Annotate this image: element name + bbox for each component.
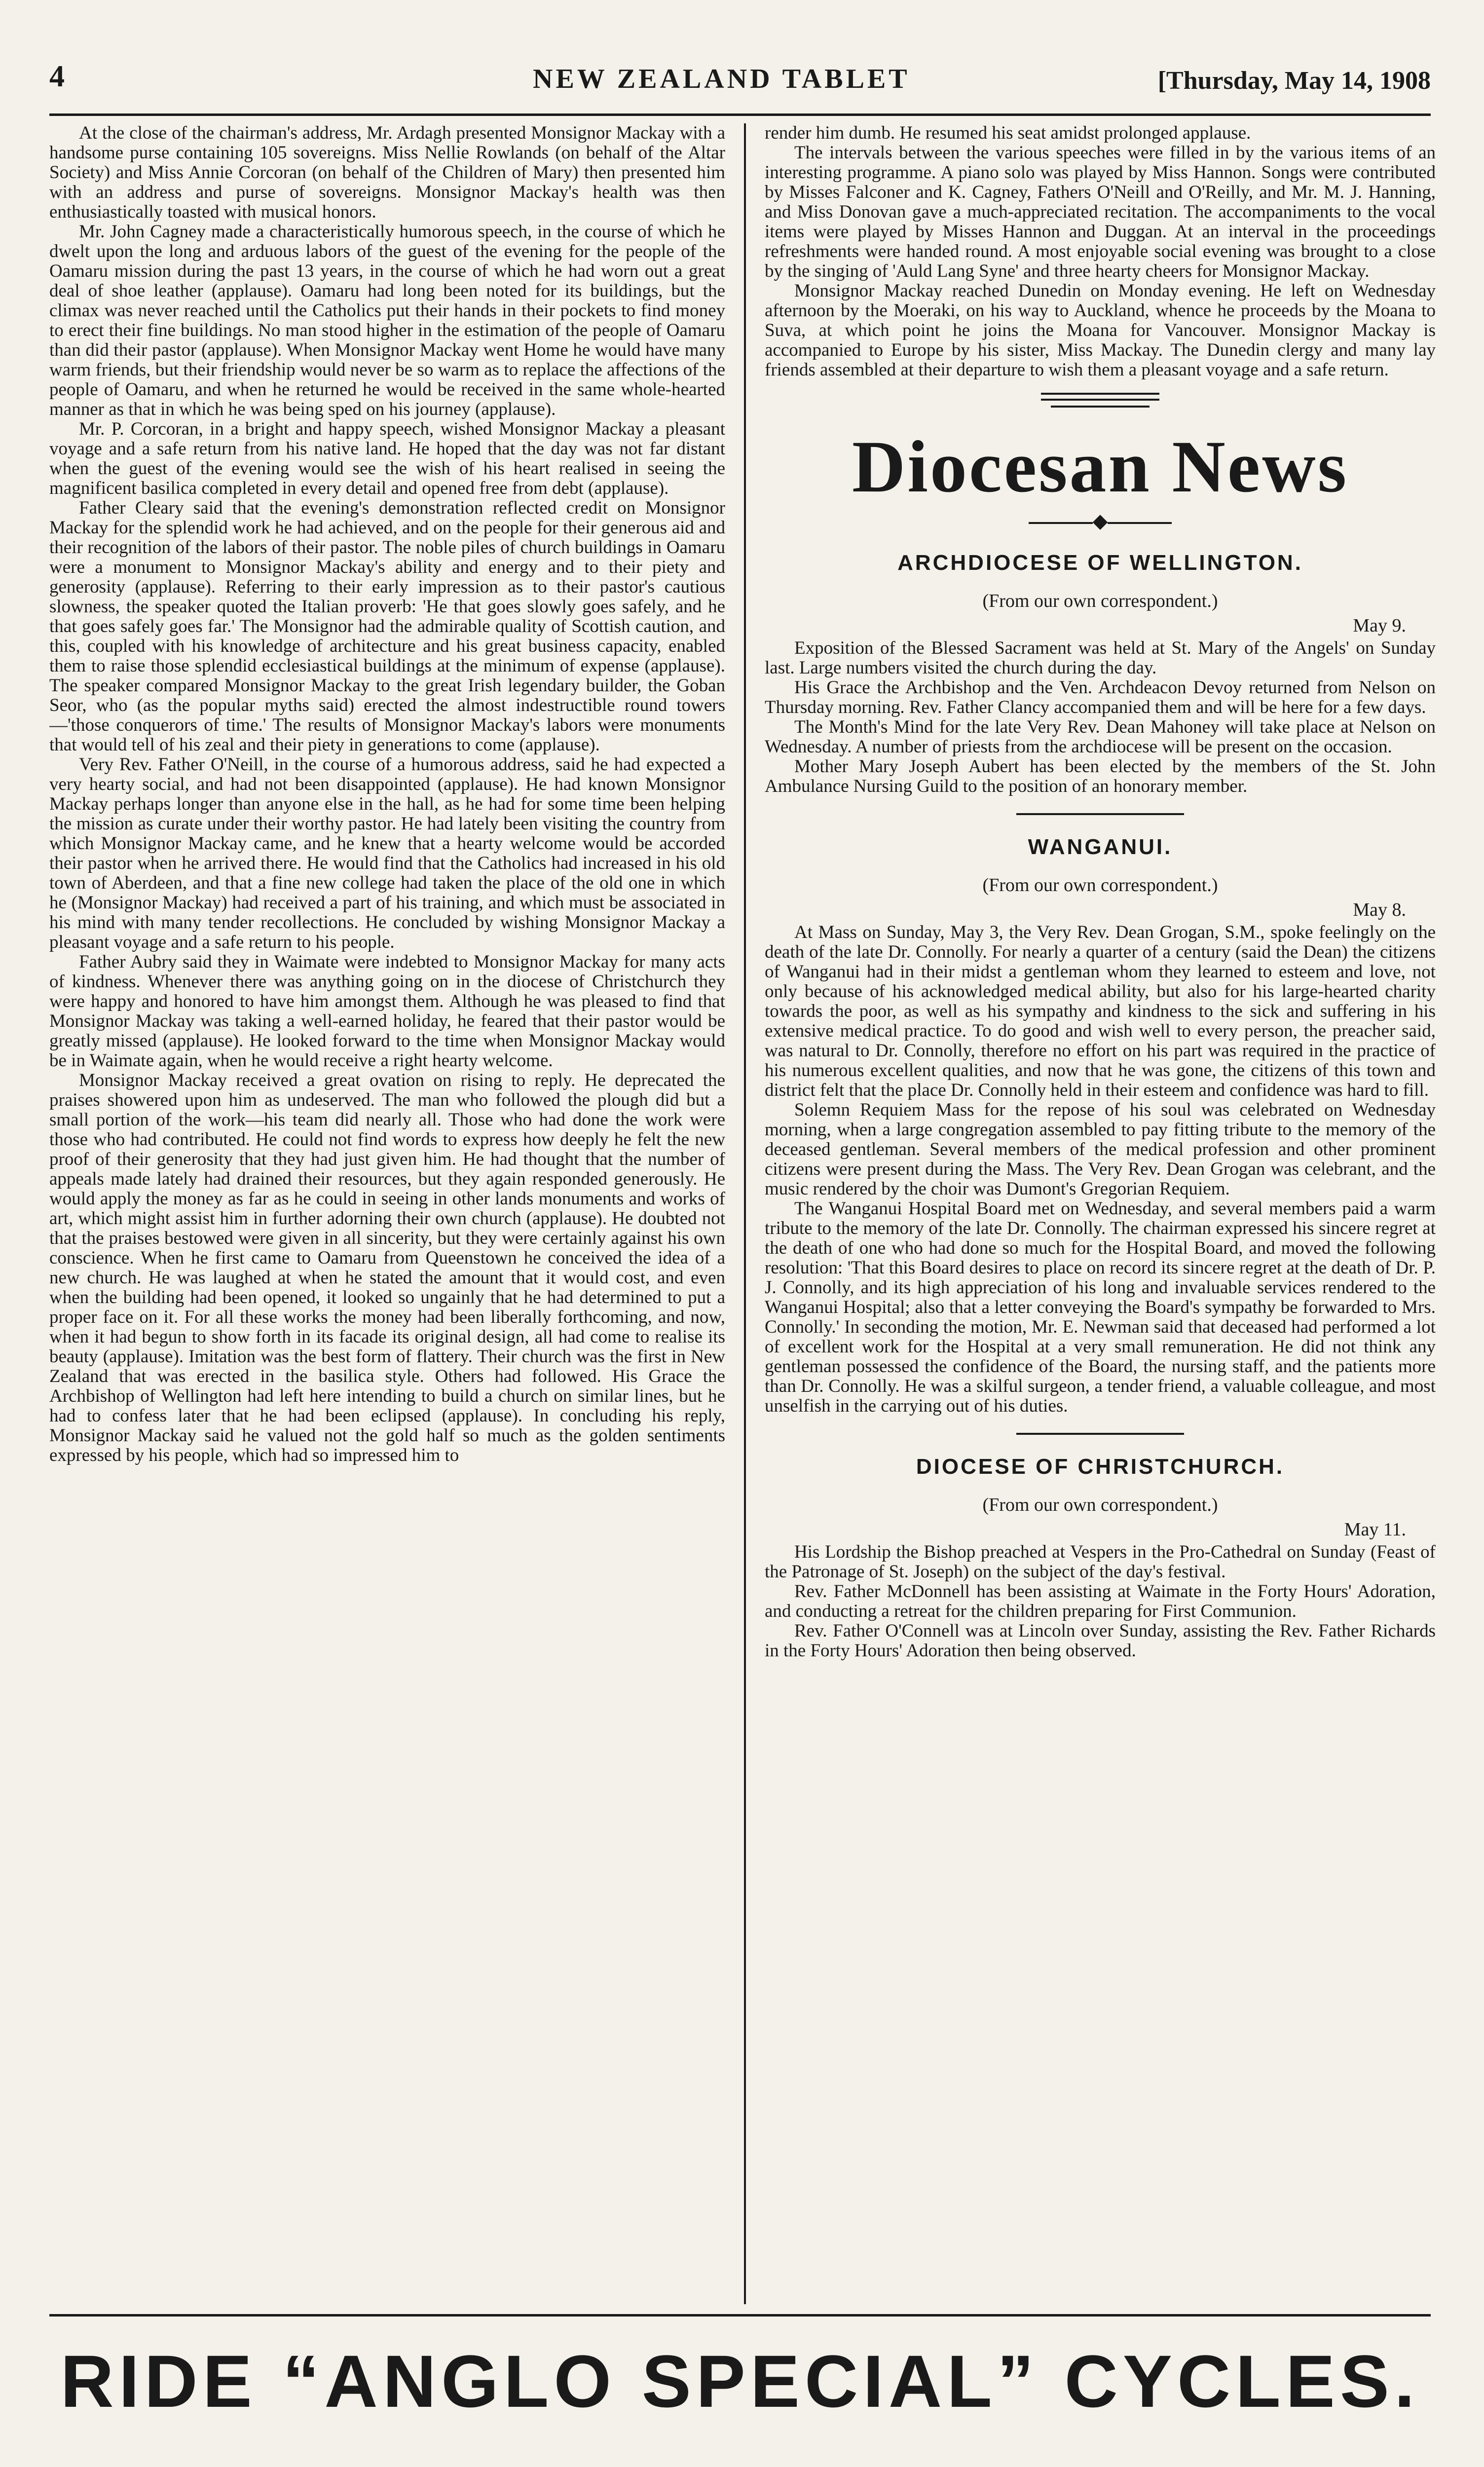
article-paragraph: The Month's Mind for the late Very Rev. Dean Mahoney will take place at Nelson on Wednesday. A number of priests from the archdiocese will be present on the occasion. xyxy=(765,717,1436,757)
column-divider xyxy=(744,123,746,2304)
section-heading: ARCHDIOCESE OF WELLINGTON. xyxy=(897,551,1303,575)
page-header xyxy=(49,59,1431,116)
article-paragraph: At the close of the chairman's address, Mr. Ardagh presented Monsignor Mackay with a handsome purse containing 105 sovereigns. Miss Nellie Rowlands (on behalf of the Altar Society) and Miss Annie Corcoran (on behalf of the Children of Mary) then presented him with an address and purse of sovereigns. Monsignor Mackay's health was then enthusiastically toasted with musical honors. xyxy=(49,123,725,222)
section-heading: DIOCESE OF CHRISTCHURCH. xyxy=(916,1455,1285,1479)
report-date: May 9. xyxy=(1353,615,1406,636)
article-paragraph: Father Cleary said that the evening's demonstration reflected credit on Monsignor Mackay for the splendid work he had achieved, and on the people for their generous aid and their recognition of the labors of their pastor. The noble piles of church buildings in Oamaru were a monument to Monsignor Mackay's ability and energy and to their piety and generosity (applause). Referring to their early impression as to their pastor's cautious slowness, the speaker quoted the Italian proverb: 'He that goes slowly goes safely, and he that goes safely goes far.' The Monsignor had the admirable quality of Scottish caution, and this, coupled with his knowledge of architecture and his great business capacity, enabled them to raise those splendid ecclesiastical buildings at the minimum of expense (applause). The speaker compared Monsignor Mackay to the great Irish legendary builder, the Goban Seor, who (as the popular myths said) erected the almost indestructible round towers—'those conquerors of time.' The results of Monsignor Mackay's labors were monuments that would tell of his zeal and their piety in generations to come (applause). xyxy=(49,498,725,755)
dateline: [Thursday, May 14, 1908 xyxy=(1157,67,1431,95)
article-paragraph: Mr. John Cagney made a characteristically humorous speech, in the course of which he dwelt upon the long and arduous labors of the guest of the evening for the people of the Oamaru mission during the past 13 years, in the course of which he had worn out a great deal of shoe leather (applause). Oamaru had long been noted for its buildings, but the climax was never reached until the Catholics put their hands in their pockets to find money to erect their fine buildings. No man stood higher in the estimation of the people of Oamaru than did their pastor (applause). When Monsignor Mackay went Home he would have many warm friends, but their friendship would never be so warm as to replace the affections of the people of Oamaru, and when he returned he would be received in the same whole-hearted manner as that in which he was being sped on his journey (applause). xyxy=(49,222,725,419)
ornament-rule xyxy=(765,511,1436,531)
correspondent-line: (From our own correspondent.) xyxy=(982,875,1218,896)
article-paragraph: Mr. P. Corcoran, in a bright and happy speech, wished Monsignor Mackay a pleasant voyage and a safe return from his native land. He hoped that the day was not far distant when the guest of the evening would see the wish of his heart realised in seeing the magnificent basilica completed in every detail and opened free from debt (applause). xyxy=(49,419,725,498)
section-divider xyxy=(1041,393,1159,401)
section-heading: WANGANUI. xyxy=(1028,835,1173,859)
footer-rule xyxy=(49,2314,1431,2317)
article-paragraph: render him dumb. He resumed his seat amidst prolonged applause. xyxy=(765,123,1251,143)
article-paragraph: Rev. Father O'Connell was at Lincoln over Sunday, assisting the Rev. Father Richards in the Forty Hours' Adoration then being observed. xyxy=(765,1621,1436,1661)
page-number: 4 xyxy=(49,60,65,93)
report-date: May 11. xyxy=(1344,1519,1406,1540)
footer-advertisement: RIDE “ANGLO SPECIAL” CYCLES. xyxy=(60,2340,1420,2423)
section-divider xyxy=(1016,1433,1184,1435)
diocesan-news-title: Diocesan News xyxy=(852,426,1349,508)
article-paragraph: Father Aubry said they in Waimate were indebted to Monsignor Mackay for many acts of kindness. Whenever there was anything going on in the diocese of Christchurch they were happy and honored to have him amongst them. Although he was pleased to find that Monsignor Mackay was taking a well-earned holiday, he feared that their pastor would be greatly missed (applause). He looked forward to the time when Monsignor Mackay would be in Waimate again, when he would receive a right hearty welcome. xyxy=(49,952,725,1071)
correspondent-line: (From our own correspondent.) xyxy=(982,1495,1218,1515)
section-divider xyxy=(1016,813,1184,815)
correspondent-line: (From our own correspondent.) xyxy=(982,591,1218,611)
masthead: NEW ZEALAND TABLET xyxy=(533,64,910,94)
diamond-icon: ◆ xyxy=(1092,510,1108,532)
right-column xyxy=(765,123,1436,2304)
article-paragraph: His Grace the Archbishop and the Ven. Archdeacon Devoy returned from Nelson on Thursday morning. Rev. Father Clancy accompanied them and will be here for a few days. xyxy=(765,677,1436,717)
article-paragraph: Monsignor Mackay reached Dunedin on Monday evening. He left on Wednesday afternoon by the Moeraki, on his way to Auckland, whence he proceeds by the Moana to Suva, at which point he joins the Moana for Vancouver. Monsignor Mackay is accompanied to Europe by his sister, Miss Mackay. The Dunedin clergy and many lay friends assembled at their departure to wish them a pleasant voyage and a safe return. xyxy=(765,281,1436,380)
article-paragraph: Exposition of the Blessed Sacrament was held at St. Mary of the Angels' on Sunday last. Large numbers visited the church during the day. xyxy=(765,638,1436,678)
article-paragraph: Monsignor Mackay received a great ovation on rising to reply. He deprecated the praises showered upon him as undeserved. The man who followed the plough did but a small portion of the work—his team did nearly all. Those who had done the work were those who had contributed. He could not find words to express how deeply he felt the new proof of their generosity that they had just given him. He had thought that the number of appeals made lately had drained their resources, but they again responded generously. He would apply the money as far as he could in seeing in other lands monuments and works of art, which might assist him in further adorning their own church (applause). He doubted not that the praises bestowed were given in all sincerity, but they were certainly against his own conscience. When he first came to Oamaru from Queenstown he conceived the idea of a new church. He was laughed at when he stated the amount that it would cost, and even when the building had been opened, it looked so ungainly that he had determined to put a proper face on it. For all these works the money had been liberally forthcoming, and now, when it had begun to show forth in its facade its original design, all had come to realise its beauty (applause). Imitation was the best form of flattery. Their church was the first in New Zealand that was erected in the basilica style. Others had followed. His Grace the Archbishop of Wellington had left here intending to build a church on similar lines, but he had to confess later that he had been eclipsed (applause). In concluding his reply, Monsignor Mackay said he valued not the gold half so much as the golden sentiments expressed by his people, which had so impressed him to xyxy=(49,1070,725,1465)
article-paragraph: His Lordship the Bishop preached at Vespers in the Pro-Cathedral on Sunday (Feast of the Patronage of St. Joseph) on the subject of the day's festival. xyxy=(765,1542,1436,1582)
section-divider xyxy=(1051,406,1150,408)
report-date: May 8. xyxy=(1353,899,1406,920)
article-paragraph: The intervals between the various speeches were filled in by the various items of an interesting programme. A piano solo was played by Miss Hannon. Songs were contributed by Misses Falconer and K. Cagney, Fathers O'Neill and O'Reilly, and Mr. M. J. Hanning, and Miss Donovan gave a much-appreciated recitation. The accompaniments to the vocal items were played by Misses Hannon and Duggan. At an interval in the proceedings refreshments were handed round. A most enjoyable social evening was brought to a close by the singing of 'Auld Lang Syne' and three hearty cheers for Monsignor Mackay. xyxy=(765,143,1436,281)
article-paragraph: Rev. Father McDonnell has been assisting at Waimate in the Forty Hours' Adoration, and conducting a retreat for the children preparing for First Communion. xyxy=(765,1581,1436,1621)
article-paragraph: At Mass on Sunday, May 3, the Very Rev. Dean Grogan, S.M., spoke feelingly on the death of the late Dr. Connolly. For nearly a quarter of a century (said the Dean) the citizens of Wanganui had in their midst a gentleman whom they learned to esteem and love, not only because of his acknowledged medical ability, but also for his large-hearted charity towards the poor, as well as his sympathy and kindness to the sick and suffering in his extensive medical practice. To do good and wish well to every person, the preacher said, was natural to Dr. Connolly, therefore no effort on his part was required in the practice of his numerous excellent qualities, and now that he was gone, the citizens of this town and district felt that the place Dr. Connolly held in their esteem and confidence was hard to fill. xyxy=(765,922,1436,1100)
article-paragraph: Mother Mary Joseph Aubert has been elected by the members of the St. John Ambulance Nursing Guild to the position of an honorary member. xyxy=(765,756,1436,796)
article-paragraph: Very Rev. Father O'Neill, in the course of a humorous address, said he had expected a very hearty social, and had not been disappointed (applause). He had known Monsignor Mackay perhaps longer than anyone else in the hall, as he had for some time been helping the mission as curate under their worthy pastor. He had lately been visiting the country from which Monsignor Mackay came, and he knew that a hearty welcome would be accorded their pastor when he arrived there. He would find that the Catholics had increased in his old town of Aberdeen, and that a fine new college had taken the place of the old one in which he (Monsignor Mackay) had received a part of his training, and which must be associated in his mind with many tender recollections. He concluded by wishing Monsignor Mackay a pleasant voyage and a safe return to his people. xyxy=(49,754,725,952)
article-paragraph: The Wanganui Hospital Board met on Wednesday, and several members paid a warm tribute to the memory of the late Dr. Connolly. The chairman expressed his sincere regret at the death of one who had done so much for the Hospital Board, and moved the following resolution: 'That this Board desires to place on record its sincere regret at the death of Dr. P. J. Connolly, and its high appreciation of his long and invaluable services rendered to the Wanganui Hospital; also that a letter conveying the Board's sympathy be forwarded to Mrs. Connolly.' In seconding the motion, Mr. E. Newman said that deceased had performed a lot of excellent work for the Hospital at a very small remuneration. He did not think any gentleman possessed the confidence of the Board, the nursing staff, and the patients more than Dr. Connolly. He was a skilful surgeon, a tender friend, a valuable colleague, and most unselfish in the carrying out of his duties. xyxy=(765,1198,1436,1416)
left-column xyxy=(49,123,725,2304)
article-paragraph: Solemn Requiem Mass for the repose of his soul was celebrated on Wednesday morning, when a large congregation assembled to pay fitting tribute to the memory of the deceased gentleman. Several members of the medical profession and other prominent citizens were present during the Mass. The Very Rev. Dean Grogan was celebrant, and the music rendered by the choir was Dumont's Gregorian Requiem. xyxy=(765,1100,1436,1199)
